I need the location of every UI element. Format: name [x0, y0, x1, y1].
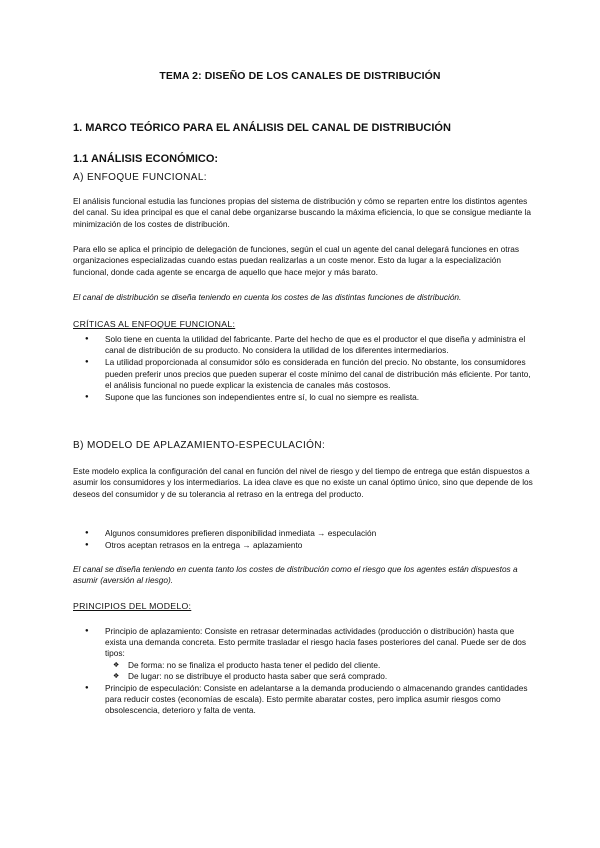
principios-list — [80, 626, 532, 718]
list-item: ● Supone que las funciones son independientes entre sí, lo cual no siempre es realista. — [80, 392, 532, 403]
subheading-enfoque-funcional: A) ENFOQUE FUNCIONAL: — [73, 172, 207, 183]
subheading-modelo-aplazamiento: B) MODELO DE APLAZAMIENTO-ESPECULACIÓN: — [73, 440, 326, 451]
list-item: ❖ De forma: no se finaliza el producto hasta tener el pedido del cliente. — [105, 660, 532, 671]
principio-aplazamiento-text: Principio de aplazamiento: Consiste en retrasar determinadas actividades (producción o distribución) hasta que exista una demanda concreta. Esto permite trasladar el riesgo hacia fases posteriores del canal. Puede ser de dos tipos: — [105, 626, 527, 659]
list-item: ● Otros aceptan retrasos en la entrega → aplazamiento — [80, 540, 532, 551]
list-item-especulacion: ● Principio de especulación: Consiste en adelantarse a la demanda produciendo o almacenando grandes cantidades para reducir costes (economías de escala). Esto permite abaratar costes, pero implica asumir riesgos como obsolescencia, deterioro y falta de venta. — [80, 683, 532, 717]
section-heading-1: 1. MARCO TEÓRICO PARA EL ANÁLISIS DEL CANAL DE DISTRIBUCIÓN — [73, 122, 451, 134]
section-heading-1-1: 1.1 ANÁLISIS ECONÓMICO: — [73, 153, 219, 165]
criticas-list — [80, 334, 532, 404]
list-item-aplazamiento — [80, 626, 532, 682]
paragraph-canal-costes: El canal de distribución se diseña teniendo en cuenta los costes de las distintas funciones de distribución. — [73, 292, 462, 302]
paragraph-canal-riesgo: El canal se diseña teniendo en cuenta tanto los costes de distribución como el riesgo que los agentes están dispuestos a asumir (aversión al riesgo). — [73, 564, 518, 586]
list-item: ● Solo tiene en cuenta la utilidad del fabricante. Parte del hecho de que es el productor el que diseña y administra el canal de distribución de su producto. No considera la utilidad de los diferentes intermediarios. — [80, 334, 532, 356]
list-item: ❖ De lugar: no se distribuye el producto hasta saber que será comprado. — [105, 671, 532, 682]
paragraph-analisis-funcional: El análisis funcional estudia las funciones propias del sistema de distribución y cómo se reparten entre los distintos agentes del canal. Su idea principal es que el canal debe organizarse buscando la máxima eficiencia, lo que se consigue mediante la minimización de los costes de distribución. — [73, 196, 531, 229]
criticas-heading: CRÍTICAS AL ENFOQUE FUNCIONAL: — [73, 319, 236, 329]
document-title: TEMA 2: DISEÑO DE LOS CANALES DE DISTRIBUCIÓN — [159, 70, 441, 82]
paragraph-modelo: Este modelo explica la configuración del canal en función del nivel de riesgo y del tiempo de entrega que están dispuestos a asumir los consumidores y los intermediarios. La idea clave es que no existe un canal óptimo único, sino que depende de los deseos del consumidor y de su tolerancia al retraso en la entrega del producto. — [73, 466, 533, 499]
list-item: ● Algunos consumidores prefieren disponibilidad inmediata → especulación — [80, 528, 532, 539]
paragraph-delegacion: Para ello se aplica el principio de delegación de funciones, según el cual un agente del canal delegará funciones en otras organizaciones especializadas cuando estas puedan realizarlas a un coste menor. Esto da lugar a la especialización funcional, donde cada agente se encarga de aquello que hace mejor y más barato. — [73, 244, 520, 277]
principios-heading: PRINCIPIOS DEL MODELO: — [73, 601, 192, 611]
modelo-bullets — [80, 528, 532, 552]
tipos-list — [105, 660, 532, 682]
list-item: ● La utilidad proporcionada al consumidor sólo es considerada en función del precio. No obstante, los consumidores pueden preferir unos precios que pueden superar el coste mínimo del canal de distribución más eficiente. Por tanto, el análisis funcional no puede explicar la existencia de canales más costosos. — [80, 357, 532, 391]
